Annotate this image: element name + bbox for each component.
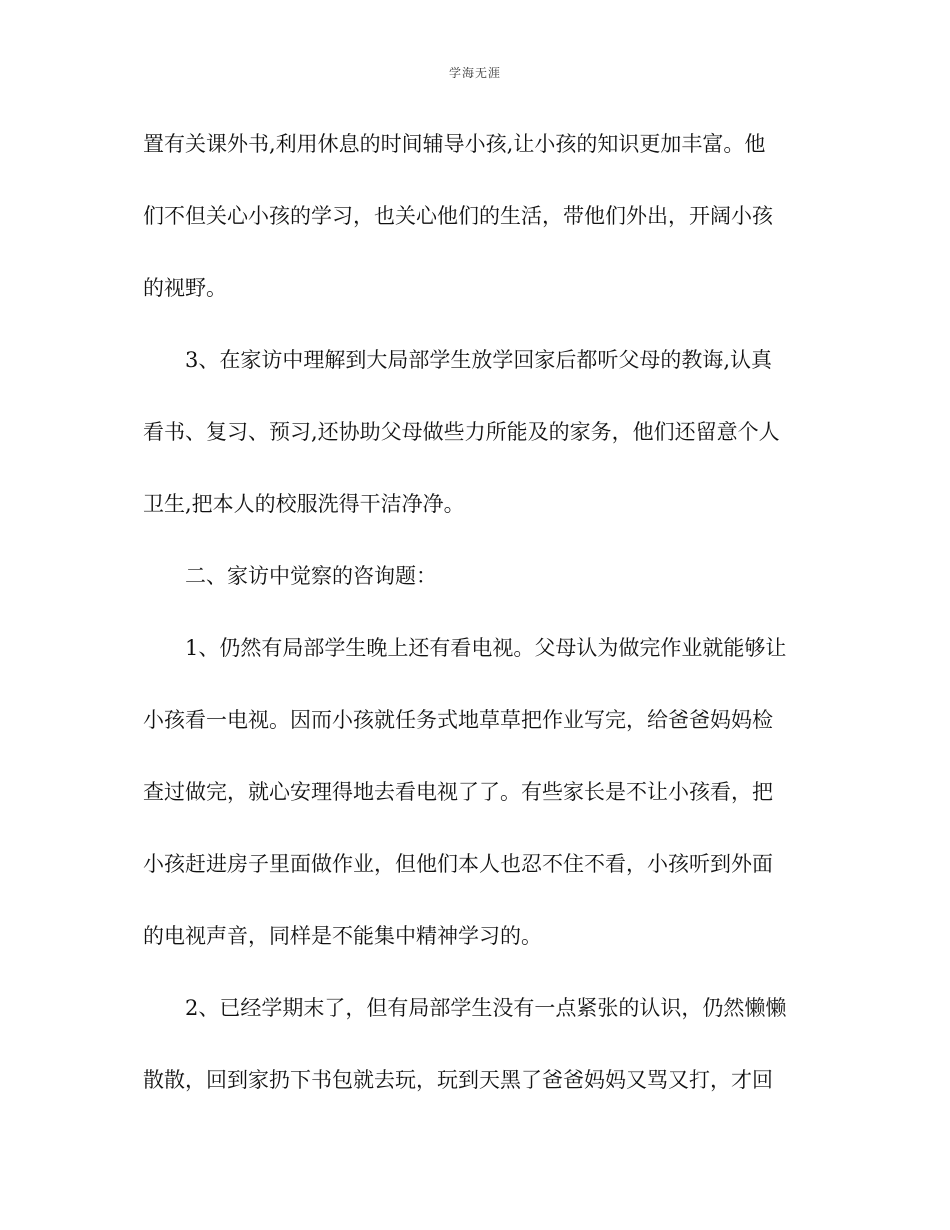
- text-line: 的电视声音，同样是不能集中精神学习的。: [143, 924, 542, 948]
- text-line: 们不但关心小孩的学习，也关心他们的生活，带他们外出，开阔小孩: [143, 204, 773, 228]
- section-heading: 二、家访中觉察的咨询题：: [185, 564, 437, 588]
- text-line: 小孩看一电视。因而小孩就任务式地草草把作业写完，给爸爸妈妈检: [143, 708, 773, 732]
- document-body: [143, 118, 808, 1126]
- paragraph-start-line: 3、在家访中理解到大局部学生放学回家后都听父母的教诲,认真: [185, 348, 773, 372]
- text-line: 查过做完，就心安理得地去看电视了了。有些家长是不让小孩看，把: [143, 780, 773, 804]
- paragraph-start-line: 1、仍然有局部学生晚上还有看电视。父母认为做完作业就能够让: [185, 636, 787, 660]
- text-line: 的视野。: [143, 276, 227, 300]
- text-line: 卫生,把本人的校服洗得干洁净净。: [143, 492, 465, 516]
- text-line: 看书、复习、预习,还协助父母做些力所能及的家务，他们还留意个人: [143, 420, 780, 444]
- paragraph-start-line: 2、已经学期末了，但有局部学生没有一点紧张的认识，仍然懒懒: [185, 996, 787, 1020]
- text-line: 置有关课外书,利用休息的时间辅导小孩,让小孩的知识更加丰富。他: [143, 132, 766, 156]
- text-line: 散散，回到家扔下书包就去玩，玩到天黑了爸爸妈妈又骂又打，才回: [143, 1068, 773, 1092]
- page-header: 学海无涯: [448, 66, 501, 80]
- text-line: 小孩赶进房子里面做作业，但他们本人也忍不住不看，小孩听到外面: [143, 852, 773, 876]
